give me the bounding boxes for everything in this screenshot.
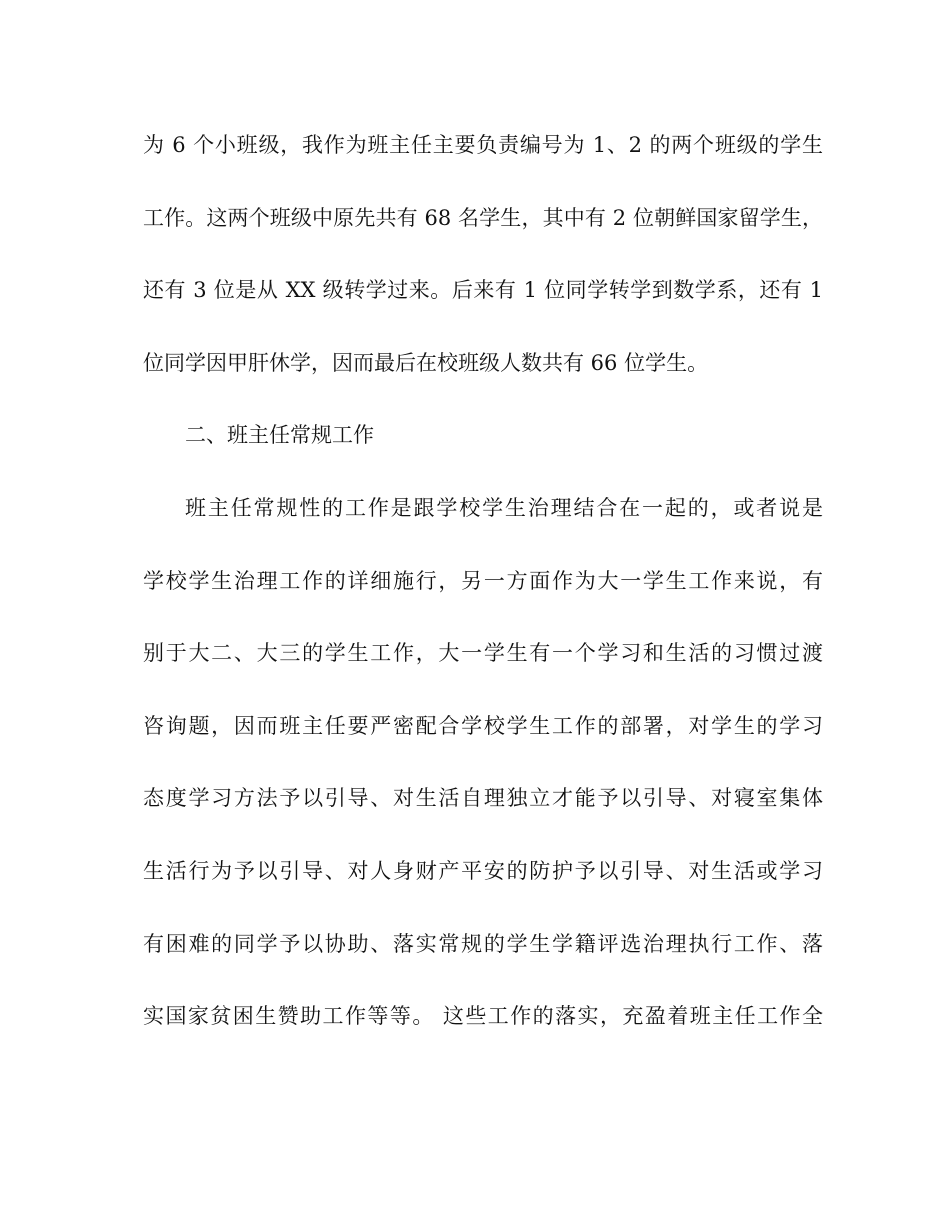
paragraph-line: 实国家贫困生赞助工作等等。 这些工作的落实，充盈着班主任工作全: [143, 1004, 823, 1029]
section-heading: 二、班主任常规工作: [185, 423, 374, 448]
paragraph-line: 学校学生治理工作的详细施行，另一方面作为大一学生工作来说，有: [143, 568, 823, 593]
paragraph-line: 为 6 个小班级，我作为班主任主要负责编号为 1、2 的两个班级的学生: [143, 133, 823, 157]
paragraph-line: 生活行为予以引导、对人身财产平安的防护予以引导、对生活或学习: [143, 858, 823, 883]
paragraph-line: 班主任常规性的工作是跟学校学生治理结合在一起的，或者说是: [185, 495, 823, 520]
paragraph-line: 有困难的同学予以协助、落实常规的学生学籍评选治理执行工作、落: [143, 931, 823, 956]
paragraph-line: 工作。这两个班级中原先共有 68 名学生，其中有 2 位朝鲜国家留学生，: [143, 205, 823, 230]
paragraph-line: 咨询题，因而班主任要严密配合学校学生工作的部署，对学生的学习: [143, 713, 823, 738]
paragraph-line: 别于大二、大三的学生工作，大一学生有一个学习和生活的习惯过渡: [143, 641, 823, 666]
paragraph-line: 位同学因甲肝休学，因而最后在校班级人数共有 66 位学生。: [143, 350, 709, 375]
paragraph-line: 还有 3 位是从 XX 级转学过来。后来有 1 位同学转学到数学系，还有 1: [143, 278, 823, 303]
paragraph-line: 态度学习方法予以引导、对生活自理独立才能予以引导、对寝室集体: [143, 786, 823, 811]
document-body: [143, 121, 823, 1065]
